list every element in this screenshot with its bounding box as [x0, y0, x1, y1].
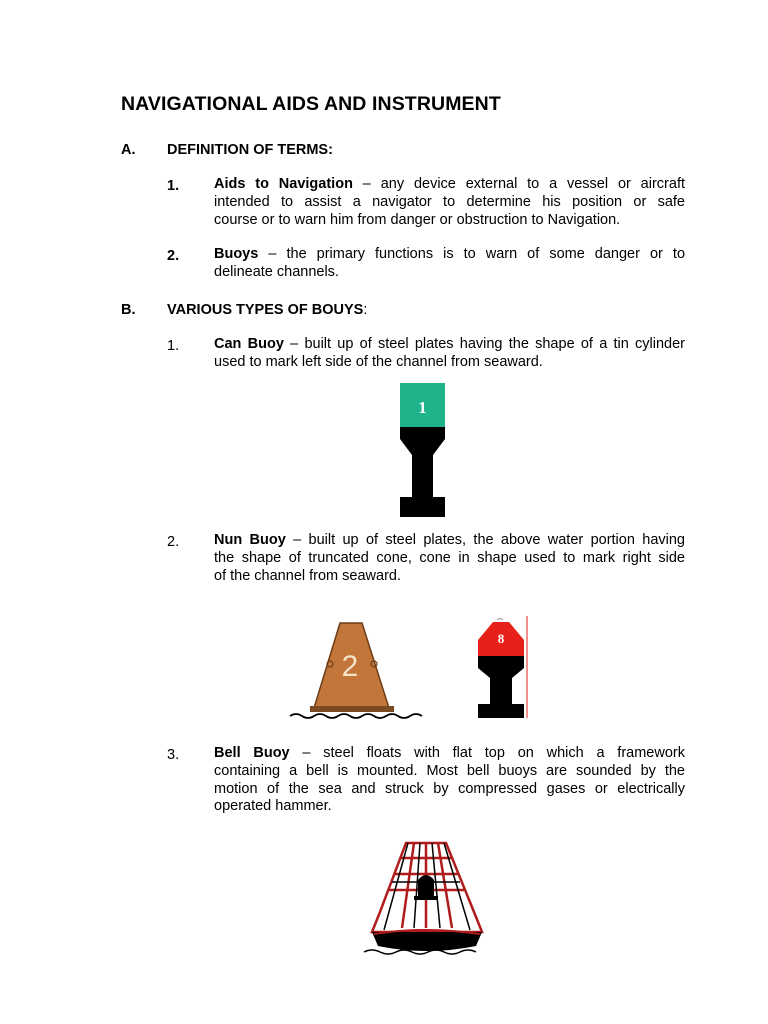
item-number: 1.	[167, 338, 180, 354]
can-buoy-number: 1	[418, 398, 427, 417]
description-nun-buoy	[214, 532, 685, 585]
text-line: containing a bell is mounted. Most bell buoys are sounded by the	[214, 762, 685, 779]
text-line: – built up of steel plates having the shape of a tin cylinder	[290, 336, 686, 352]
nun-cone-number: 2	[341, 650, 359, 683]
nun-cone-base	[310, 706, 394, 712]
bell-frame-shadow	[444, 843, 470, 930]
text-line: motion of the sea and struck by compressed gases or electrically	[214, 780, 685, 797]
text-line: of the channel from seaward.	[214, 567, 401, 584]
item-number: 2.	[167, 248, 180, 264]
term: Buoys	[214, 246, 259, 262]
definition-buoys	[214, 246, 685, 282]
bell-buoy-float	[372, 932, 482, 951]
heading-text: VARIOUS TYPES OF BOUYS	[167, 302, 364, 318]
item-number: 3.	[167, 747, 180, 763]
can-buoy-illustration	[400, 383, 446, 519]
text-line: operated hammer.	[214, 798, 332, 815]
nun-buoy-illustration	[478, 616, 530, 720]
section-b-heading	[167, 302, 367, 318]
section-a-letter: A.	[121, 142, 136, 158]
description-bell-buoy	[214, 745, 685, 816]
nun-buoy-cone-illustration	[288, 620, 418, 722]
can-buoy-body	[400, 427, 445, 517]
text-line: intended to assist a navigator to determine his position or safe	[214, 193, 685, 210]
term: Nun Buoy	[214, 532, 286, 548]
term: Aids to Navigation	[214, 176, 353, 192]
nun-buoy-number: 8	[497, 631, 505, 646]
bell-buoy-illustration	[364, 840, 490, 958]
page-title: NAVIGATIONAL AIDS AND INSTRUMENT	[121, 93, 501, 115]
term: Bell Buoy	[214, 745, 290, 761]
section-b-letter: B.	[121, 302, 136, 318]
text-line: delineate channels.	[214, 263, 339, 280]
nun-buoy-body	[478, 656, 524, 718]
text-line: – any device external to a vessel or aircraft	[362, 176, 685, 192]
definition-aids-to-navigation	[214, 176, 685, 229]
section-a-heading: DEFINITION OF TERMS:	[167, 142, 333, 158]
text-line: the shape of truncated cone, cone in shape used to mark right side	[214, 549, 685, 566]
text-line: – steel floats with flat top on which a framework	[302, 745, 685, 761]
item-number: 2.	[167, 534, 180, 550]
text-line: course or to warn him from danger or obstruction to Navigation.	[214, 211, 621, 228]
text-line: used to mark left side of the channel from seaward.	[214, 353, 543, 370]
text-line: – built up of steel plates, the above water portion having	[293, 532, 685, 548]
water-waves	[290, 714, 422, 718]
description-can-buoy	[214, 336, 685, 372]
term: Can Buoy	[214, 336, 284, 352]
nun-top-ring	[497, 619, 503, 621]
text-line: – the primary functions is to warn of some danger or to	[268, 246, 686, 262]
item-number: 1.	[167, 178, 180, 194]
heading-colon: :	[363, 302, 368, 318]
